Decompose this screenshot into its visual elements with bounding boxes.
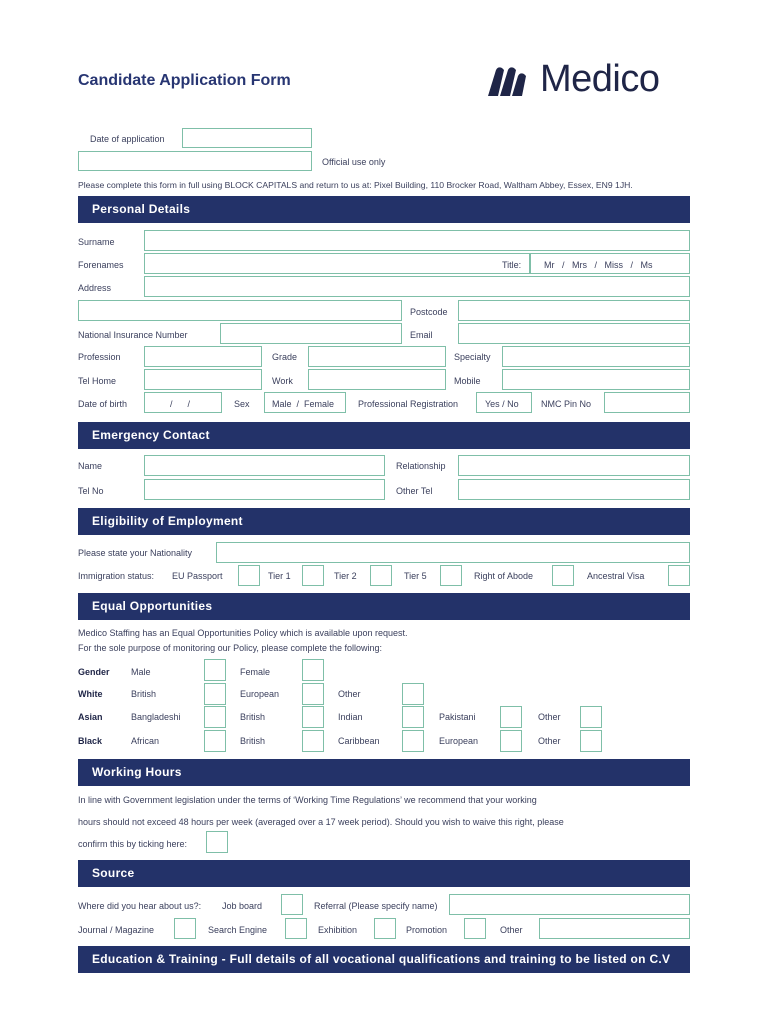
tier2-label: Tier 2 <box>334 571 357 581</box>
profession-label: Profession <box>78 352 121 362</box>
african-label: African <box>131 736 160 746</box>
nationality-label: Please state your Nationality <box>78 548 193 558</box>
exhibition-label: Exhibition <box>318 925 358 935</box>
referral-input[interactable] <box>449 894 690 915</box>
other-tel-input[interactable] <box>458 479 690 500</box>
source-other-input[interactable] <box>539 918 690 939</box>
pakistani-checkbox[interactable] <box>500 706 522 728</box>
tier5-label: Tier 5 <box>404 571 427 581</box>
official-use-label: Official use only <box>322 157 386 167</box>
brand-name: Medico <box>540 58 660 100</box>
white-european-checkbox[interactable] <box>302 683 324 705</box>
pakistani-label: Pakistani <box>439 712 476 722</box>
title-label: Title: <box>502 260 522 270</box>
instruction-text: Please complete this form in full using BLOCK CAPITALS and return to us at: Pixel Building, 110 Brocker Road, Waltham Abbey, Essex, EN9 1JH. <box>78 180 633 190</box>
male-label: Male <box>131 667 151 677</box>
black-european-label: European <box>439 736 479 746</box>
working-line2: hours should not exceed 48 hours per week (averaged over a 17 week period). Should you wish to waive this right, please <box>78 817 564 827</box>
education-header: Education & Training - Full details of all vocational qualifications and training to be listed on C.V <box>78 946 690 973</box>
working-line1: In line with Government legislation under the terms of ‘Working Time Regulations’ we recommend that your working <box>78 795 537 805</box>
date-label: Date of application <box>90 134 165 144</box>
emergency-contact-header: Emergency Contact <box>78 422 690 449</box>
black-british-label: British <box>240 736 266 746</box>
black-other-label: Other <box>538 736 561 746</box>
postcode-input[interactable] <box>458 300 690 321</box>
grade-label: Grade <box>272 352 298 362</box>
prof-reg-label: Professional Registration <box>358 399 459 409</box>
equal-opps-line1: Medico Staffing has an Equal Opportunities Policy which is available upon request. <box>78 628 408 638</box>
job-board-label: Job board <box>222 901 263 911</box>
source-header: Source <box>78 860 690 887</box>
tel-home-input[interactable] <box>144 369 262 390</box>
prof-reg-options[interactable]: Yes / No <box>485 399 519 409</box>
mobile-input[interactable] <box>502 369 690 390</box>
ec-tel-input[interactable] <box>144 479 385 500</box>
black-european-checkbox[interactable] <box>500 730 522 752</box>
page-title: Candidate Application Form <box>78 72 291 89</box>
nmc-label: NMC Pin No <box>541 399 592 409</box>
search-engine-checkbox[interactable] <box>285 918 307 939</box>
mobile-label: Mobile <box>454 376 481 386</box>
journal-label: Journal / Magazine <box>78 925 155 935</box>
job-board-checkbox[interactable] <box>281 894 303 915</box>
ni-input[interactable] <box>220 323 402 344</box>
eu-passport-checkbox[interactable] <box>238 565 260 586</box>
where-label: Where did you hear about us?: <box>78 901 202 911</box>
indian-label: Indian <box>338 712 363 722</box>
working-line3: confirm this by ticking here: <box>78 839 188 849</box>
white-british-label: British <box>131 689 157 699</box>
white-european-label: European <box>240 689 280 699</box>
caribbean-checkbox[interactable] <box>402 730 424 752</box>
asian-other-label: Other <box>538 712 561 722</box>
promotion-checkbox[interactable] <box>464 918 486 939</box>
black-label: Black <box>78 736 103 746</box>
profession-input[interactable] <box>144 346 262 367</box>
tier2-checkbox[interactable] <box>370 565 392 586</box>
working-hours-header: Working Hours <box>78 759 690 786</box>
postcode-label: Postcode <box>410 307 448 317</box>
ni-label: National Insurance Number <box>78 330 188 340</box>
immigration-label: Immigration status: <box>78 571 155 581</box>
ancestral-checkbox[interactable] <box>668 565 690 586</box>
abode-label: Right of Abode <box>474 571 534 581</box>
white-label: White <box>78 689 103 699</box>
indian-checkbox[interactable] <box>402 706 424 728</box>
grade-input[interactable] <box>308 346 446 367</box>
sex-options[interactable]: Male / Female <box>272 399 335 409</box>
address-input-2[interactable] <box>78 300 402 321</box>
exhibition-checkbox[interactable] <box>374 918 396 939</box>
eu-passport-label: EU Passport <box>172 571 223 581</box>
journal-checkbox[interactable] <box>174 918 196 939</box>
sex-label: Sex <box>234 399 250 409</box>
promotion-label: Promotion <box>406 925 448 935</box>
caribbean-label: Caribbean <box>338 736 380 746</box>
relationship-input[interactable] <box>458 455 690 476</box>
search-engine-label: Search Engine <box>208 925 268 935</box>
surname-label: Surname <box>78 237 115 247</box>
tier5-checkbox[interactable] <box>440 565 462 586</box>
female-checkbox[interactable] <box>302 659 324 681</box>
white-british-checkbox[interactable] <box>204 683 226 705</box>
asian-british-label: British <box>240 712 266 722</box>
specialty-label: Specialty <box>454 352 491 362</box>
dob-label: Date of birth <box>78 399 128 409</box>
source-other-label: Other <box>500 925 523 935</box>
forenames-input[interactable] <box>144 253 530 274</box>
ancestral-label: Ancestral Visa <box>587 571 645 581</box>
ec-tel-label: Tel No <box>78 486 104 496</box>
other-tel-label: Other Tel <box>396 486 433 496</box>
date-input[interactable] <box>182 128 312 148</box>
white-other-checkbox[interactable] <box>402 683 424 705</box>
equal-opps-line2: For the sole purpose of monitoring our Policy, please complete the following: <box>78 643 382 653</box>
bangladeshi-checkbox[interactable] <box>204 706 226 728</box>
official-use-box[interactable] <box>78 151 312 171</box>
abode-checkbox[interactable] <box>552 565 574 586</box>
white-other-label: Other <box>338 689 361 699</box>
african-checkbox[interactable] <box>204 730 226 752</box>
tier1-checkbox[interactable] <box>302 565 324 586</box>
male-checkbox[interactable] <box>204 659 226 681</box>
tier1-label: Tier 1 <box>268 571 291 581</box>
black-other-checkbox[interactable] <box>580 730 602 752</box>
gender-label: Gender <box>78 667 110 677</box>
dob-separators: / / <box>170 399 191 409</box>
tel-home-label: Tel Home <box>78 376 117 386</box>
title-options[interactable]: Mr / Mrs / Miss / Ms <box>544 260 653 270</box>
ec-name-input[interactable] <box>144 455 385 476</box>
asian-british-checkbox[interactable] <box>302 706 324 728</box>
referral-label: Referral (Please specify name) <box>314 901 438 911</box>
email-input[interactable] <box>458 323 690 344</box>
equal-opps-header: Equal Opportunities <box>78 593 690 620</box>
waive-hours-checkbox[interactable] <box>206 831 228 853</box>
address-input-1[interactable] <box>144 276 690 297</box>
nationality-input[interactable] <box>216 542 690 563</box>
eligibility-header: Eligibility of Employment <box>78 508 690 535</box>
surname-input[interactable] <box>144 230 690 251</box>
asian-label: Asian <box>78 712 103 722</box>
black-british-checkbox[interactable] <box>302 730 324 752</box>
relationship-label: Relationship <box>396 461 446 471</box>
female-label: Female <box>240 667 271 677</box>
work-input[interactable] <box>308 369 446 390</box>
personal-details-header: Personal Details <box>78 196 690 223</box>
ec-name-label: Name <box>78 461 103 471</box>
bangladeshi-label: Bangladeshi <box>131 712 181 722</box>
medico-logo-icon <box>486 66 530 98</box>
forenames-label: Forenames <box>78 260 124 270</box>
asian-other-checkbox[interactable] <box>580 706 602 728</box>
email-label: Email <box>410 330 433 340</box>
specialty-input[interactable] <box>502 346 690 367</box>
work-label: Work <box>272 376 293 386</box>
nmc-input[interactable] <box>604 392 690 413</box>
address-label: Address <box>78 283 112 293</box>
